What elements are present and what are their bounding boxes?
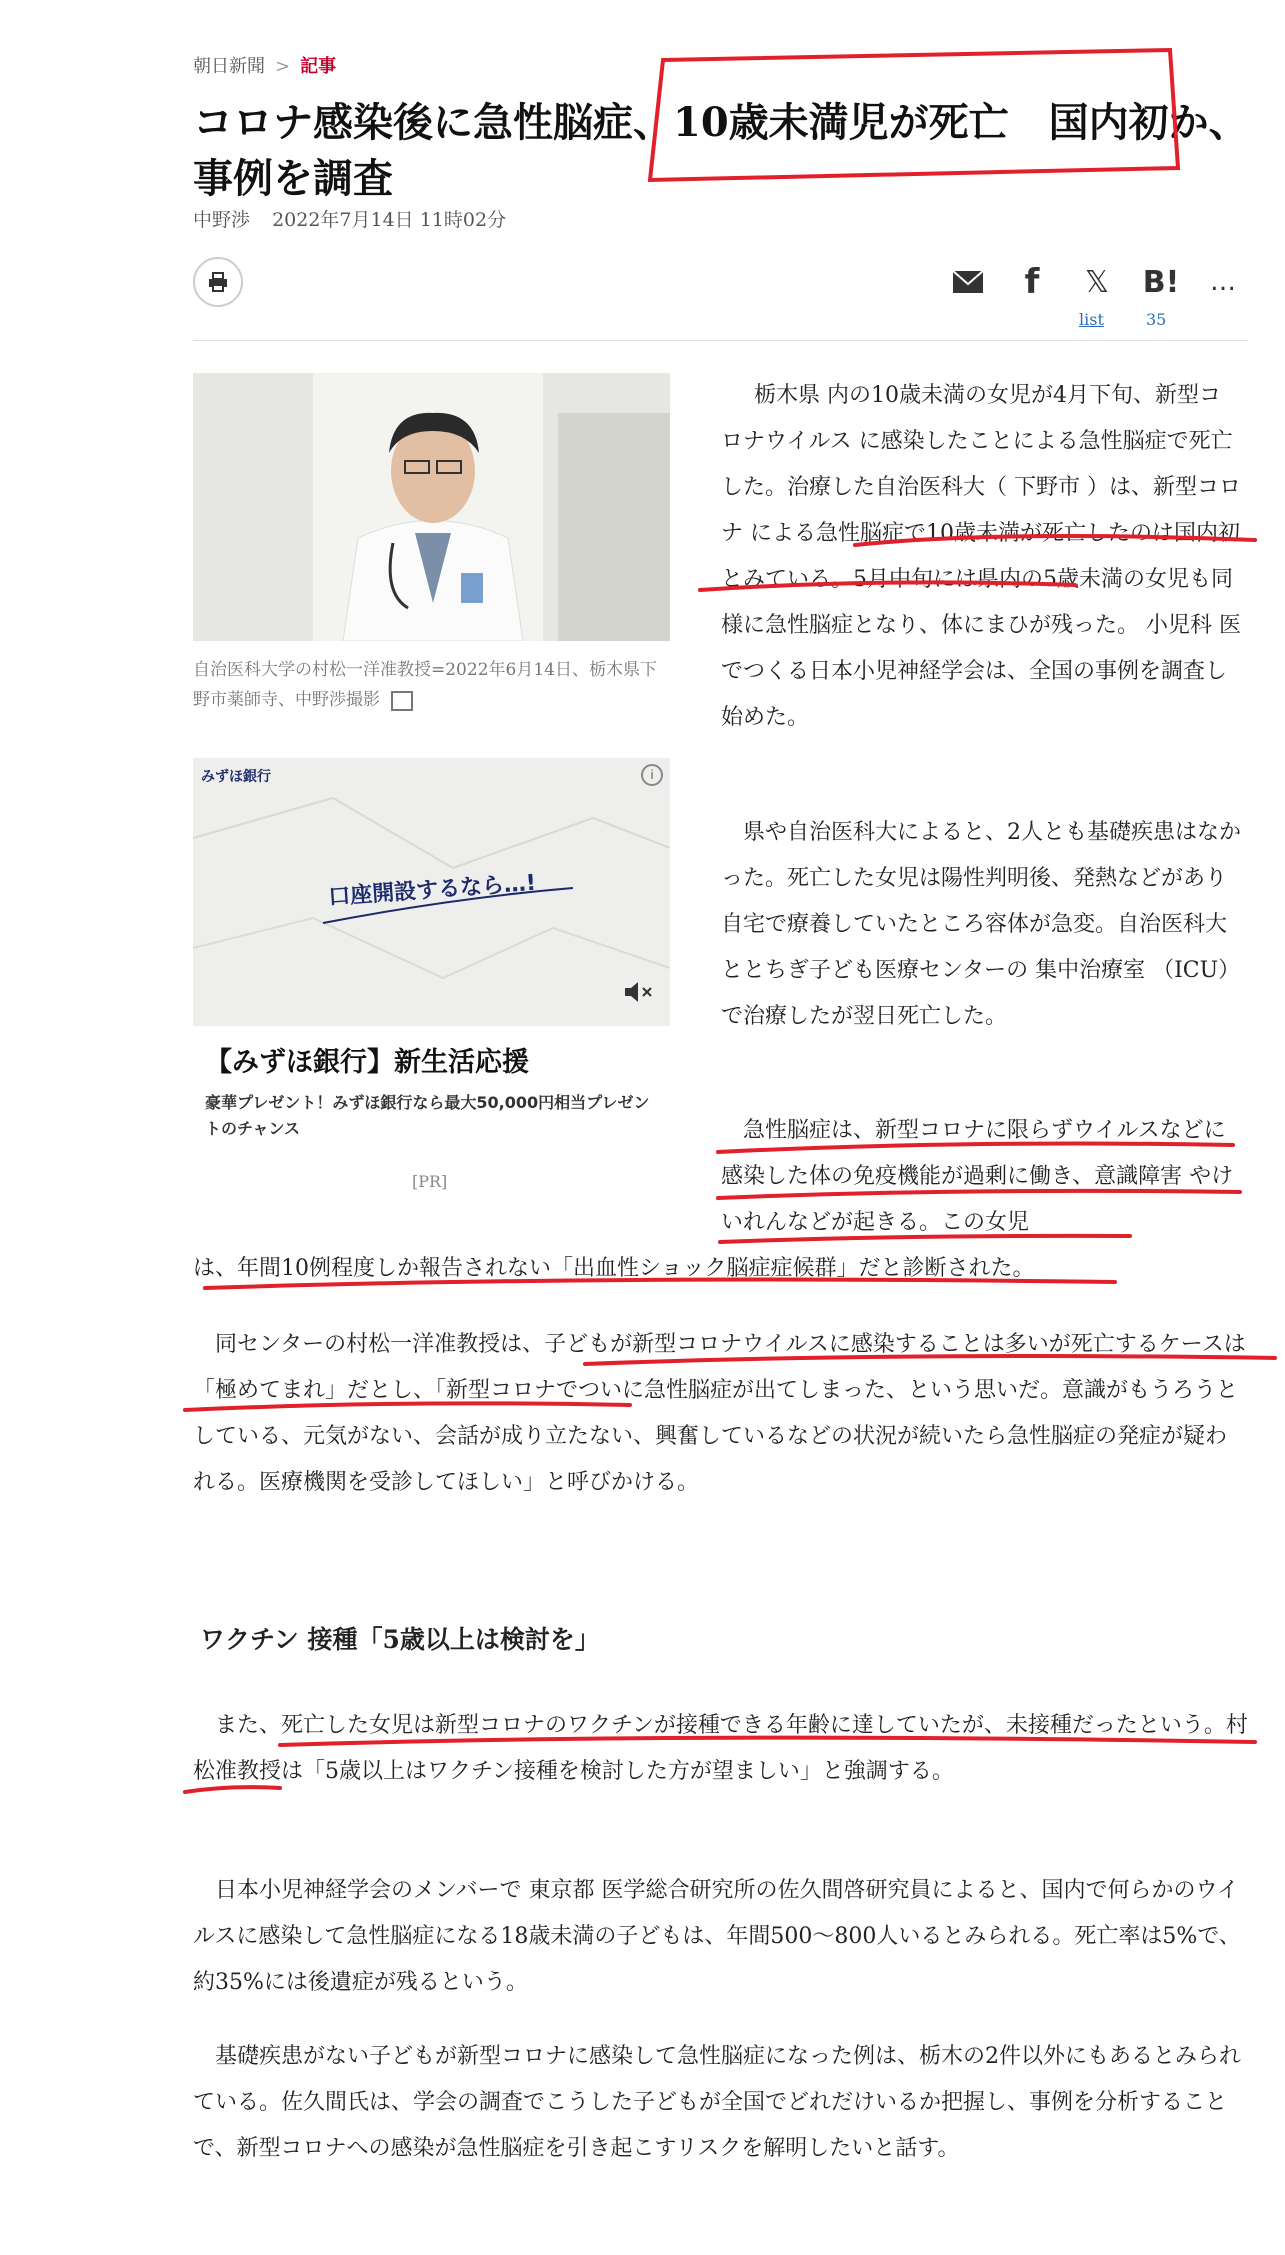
more-icon: … <box>1210 267 1236 297</box>
breadcrumb <box>193 52 336 78</box>
breadcrumb-site-link[interactable]: 朝日新聞 <box>193 56 265 77</box>
hatena-bookmark-button[interactable] <box>1138 262 1184 302</box>
article-photo[interactable] <box>193 373 670 641</box>
article-paragraph-3a: 急性脳症は、新型コロナに限らずウイルスなどに感染した体の免疫機能が過剰に働き、意識障害 やけいれんなどが起きる。この女児 <box>721 1118 1234 1235</box>
article-paragraph-1: 栃木県 内の10歳未満の女児が4月下旬、新型コロナウイルス に感染したことによる急性脳症で死亡した。治療した自治医科大（ 下野市 ）は、新型コロナ による急性脳症で10歳未満が死亡したのは国内初とみている。5月中旬には県内の5歳未満の女児も同様に急性脳症となり、体にまひが残った。 小児科 医でつくる日本小児神経学会は、全国の事例を調査し始めた。 <box>721 383 1241 730</box>
ad-banner[interactable] <box>193 758 670 1026</box>
photo-caption: 自治医科大学の村松一洋准教授=2022年6月14日、栃木県下野市薬師寺、中野渉撮影 <box>193 660 657 710</box>
article-paragraph-3b: は、年間10例程度しか報告されない「出血性ショック脳症症候群」だと診断された。 <box>193 1256 1035 1281</box>
breadcrumb-current[interactable]: 記事 <box>300 56 337 77</box>
ad-description[interactable]: 豪華プレゼント！みずほ銀行なら最大50,000円相当プレゼントのチャンス <box>205 1093 650 1138</box>
facebook-icon: f <box>1024 262 1040 302</box>
facebook-share-button[interactable] <box>1012 262 1052 302</box>
printer-icon <box>207 271 229 293</box>
header-divider <box>193 340 1248 341</box>
x-share-button[interactable] <box>1077 262 1117 302</box>
gallery-icon[interactable] <box>391 691 413 711</box>
mail-share-button[interactable] <box>948 262 988 302</box>
mute-icon <box>623 980 655 1004</box>
section-subheading: ワクチン 接種「5歳以上は検討を」 <box>200 1625 600 1654</box>
more-share-button[interactable] <box>1205 262 1241 302</box>
article-paragraph-4: 同センターの村松一洋准教授は、子どもが新型コロナウイルスに感染することは多いが死亡するケースは「極めてまれ」だとし、「新型コロナでついに急性脳症が出てしまった、という思いだ。意識がもうろうとしている、元気がない、会話が成り立たない、興奮しているなどの状況が続いたら急性脳症の発症が疑われる。医療機関を受診してほしい」と呼びかける。 <box>193 1332 1246 1495</box>
x-list-link[interactable]: list <box>1079 310 1104 329</box>
ad-title[interactable]: 【みずほ銀行】新生活応援 <box>205 1047 529 1078</box>
ad-mute-button[interactable] <box>623 980 655 1008</box>
article-paragraph-5: また、死亡した女児は新型コロナのワクチンが接種できる年齢に達していたが、未接種だったという。村松准教授は「5歳以上はワクチン接種を検討した方が望ましい」と強調する。 <box>193 1713 1248 1784</box>
article-paragraph-2: 県や自治医科大によると、2人とも基礎疾患はなかった。死亡した女児は陽性判明後、発熱などがあり自宅で療養していたところ容体が急変。自治医科大ととちぎ子ども医療センターの 集中治療室 （ICU）で治療したが翌日死亡した。 <box>721 820 1241 1029</box>
hatena-bookmark-count: 35 <box>1146 310 1167 329</box>
print-button[interactable] <box>193 257 243 307</box>
breadcrumb-separator: > <box>275 56 291 77</box>
ad-pr-label: [PR] <box>412 1172 448 1191</box>
ad-banner-text: 口座開設するなら…! <box>327 870 537 911</box>
ad-info-icon[interactable]: i <box>641 764 663 786</box>
byline <box>193 205 522 232</box>
article-title: コロナ感染後に急性脳症、10歳未満児が死亡 国内初か、事例を調査 <box>193 99 1249 202</box>
author-name[interactable]: 中野渉 <box>193 209 251 231</box>
article-paragraph-7: 基礎疾患がない子どもが新型コロナに感染して急性脳症になった例は、栃木の2件以外にもあるとみられている。佐久間氏は、学会の調査でこうした子どもが全国でどれだけいるか把握し、事例を分析することで、新型コロナへの感染が急性脳症を引き起こすリスクを解明したいと話す。 <box>193 2044 1242 2161</box>
ad-bank-label: みずほ銀行 <box>201 769 271 785</box>
hatena-bookmark-icon: B! <box>1142 264 1180 300</box>
mail-icon <box>952 270 984 294</box>
publish-date: 2022年7月14日 11時02分 <box>272 209 507 231</box>
x-icon: 𝕏 <box>1084 264 1110 300</box>
doctor-portrait-image <box>193 373 670 641</box>
article-paragraph-6: 日本小児神経学会のメンバーで 東京都 医学総合研究所の佐久間啓研究員によると、国内で何らかのウイルスに感染して急性脳症になる18歳未満の子どもは、年間500〜800人いるとみられる。死亡率は5%で、約35%には後遺症が残るという。 <box>193 1878 1241 1995</box>
